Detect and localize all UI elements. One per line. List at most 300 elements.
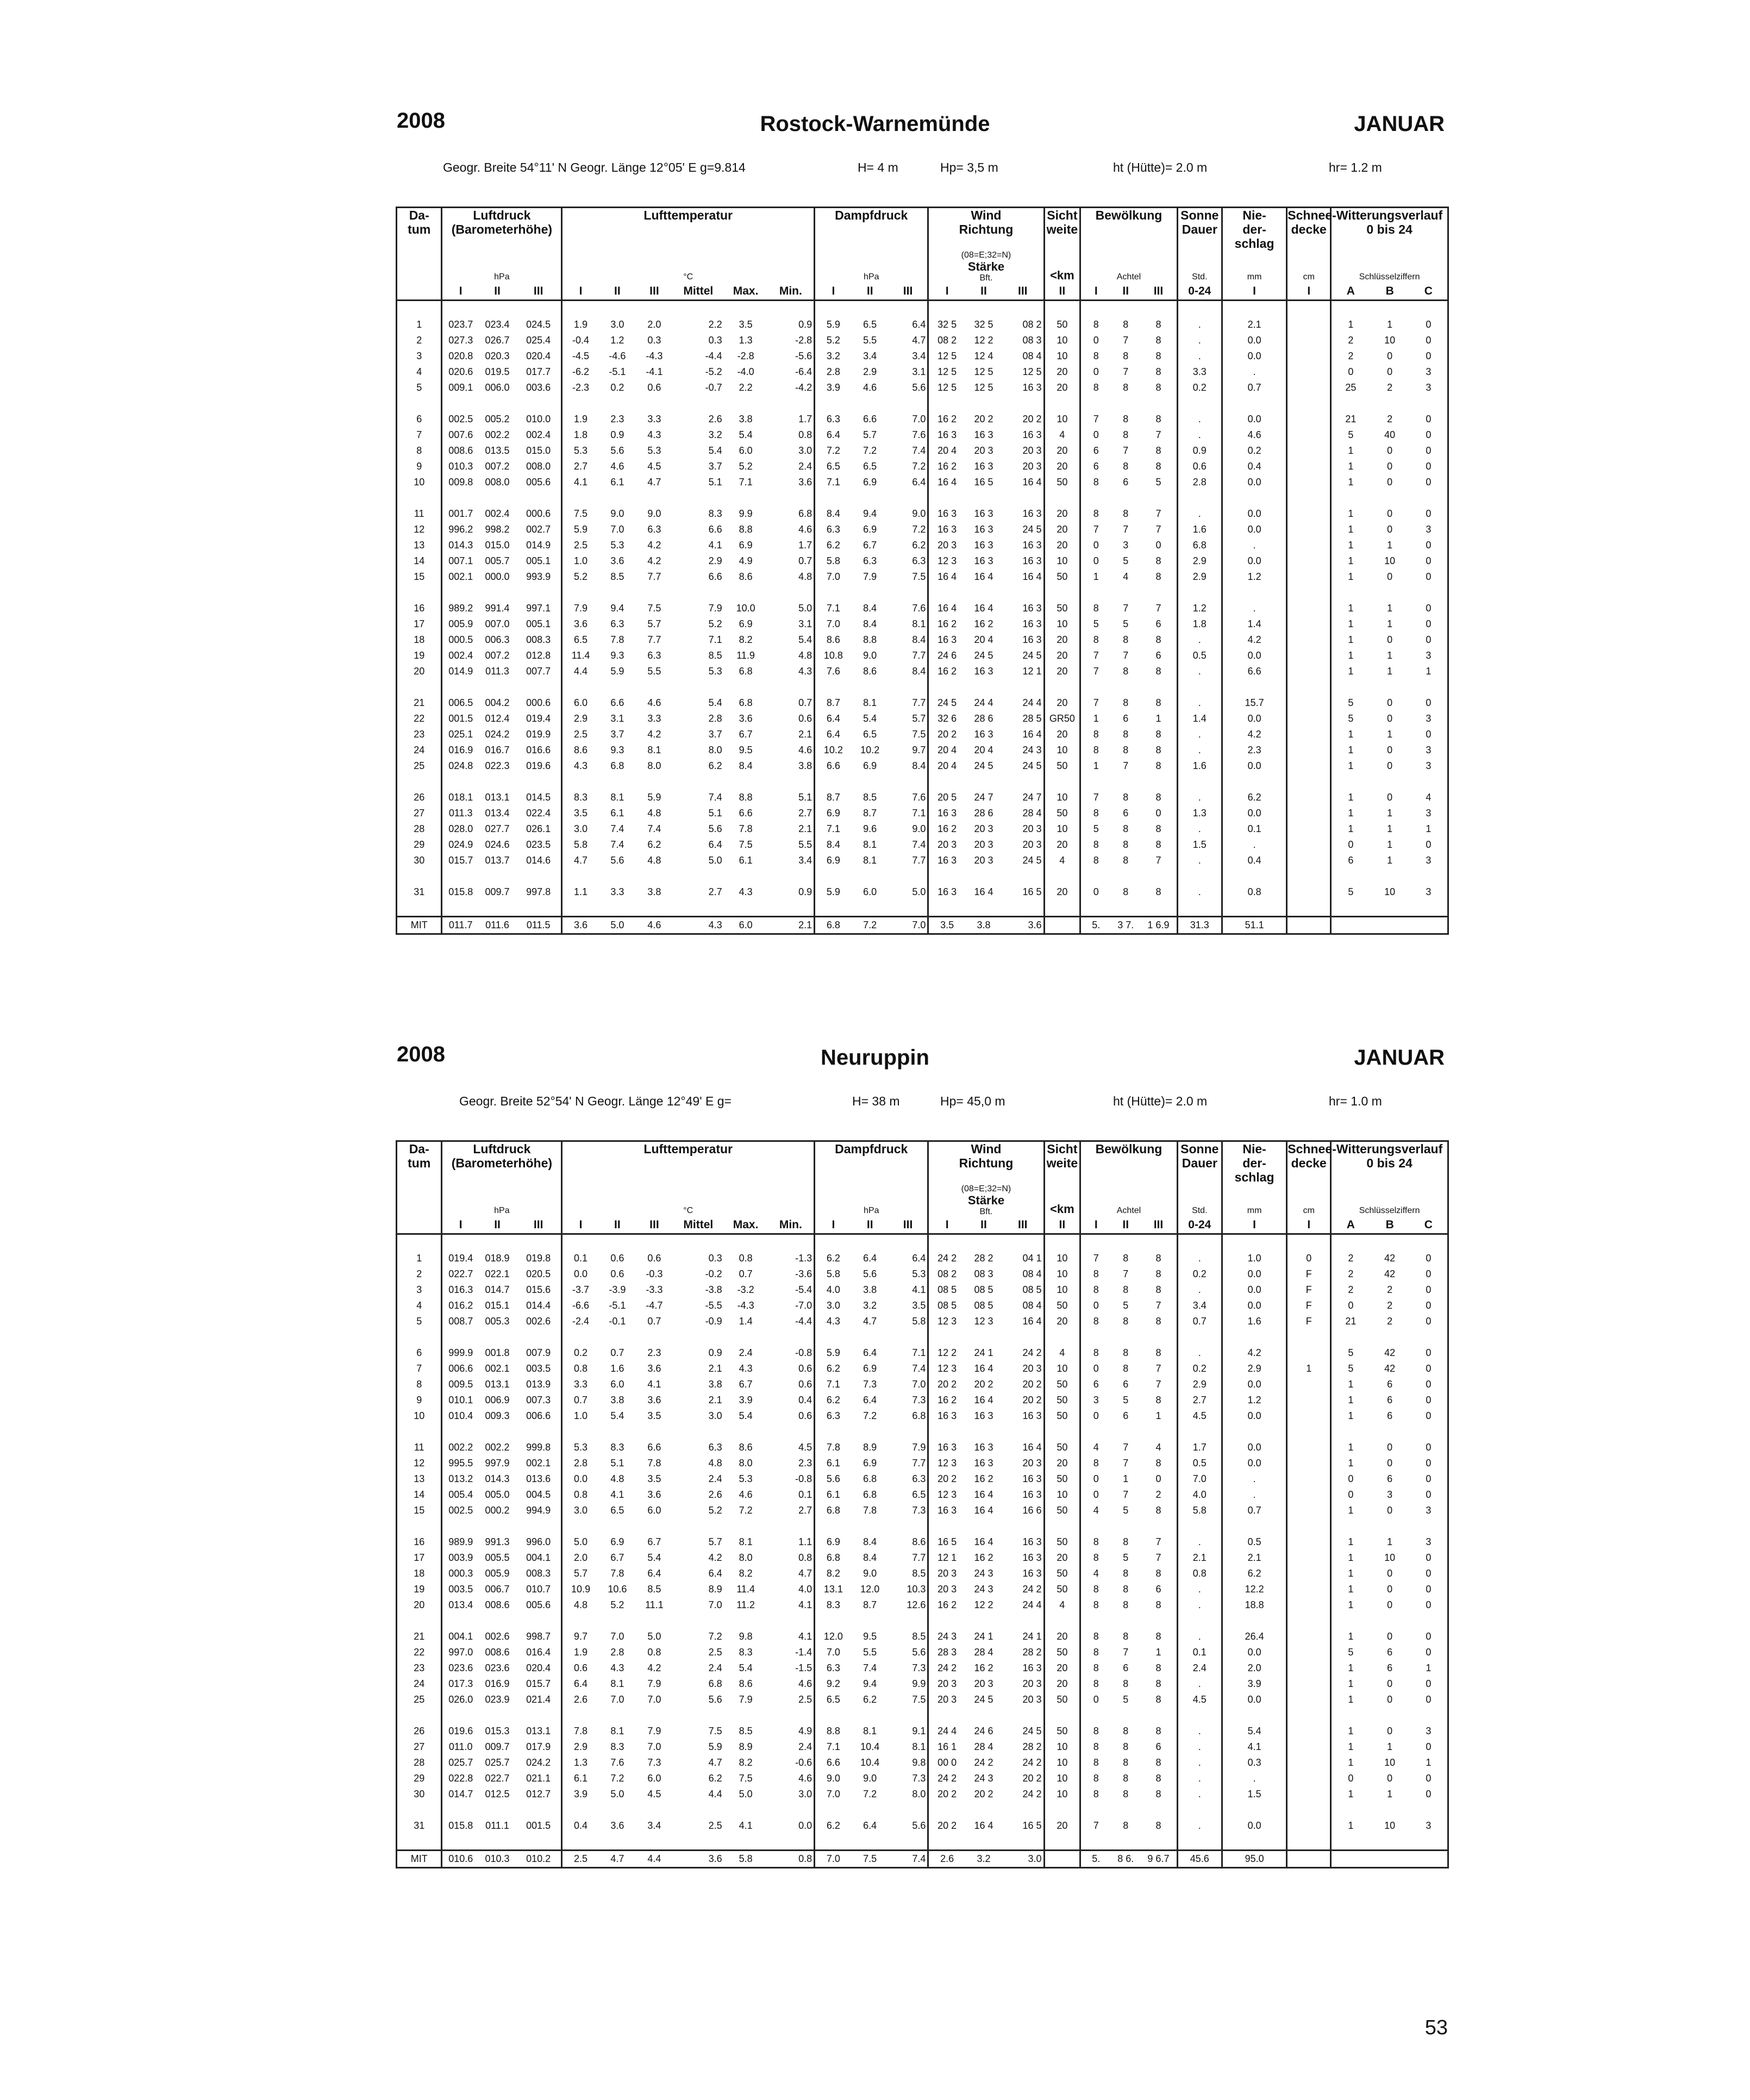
table-cell: 7.9 (562, 601, 599, 616)
table-cell: 4.7 (708, 1757, 722, 1768)
table-cell: . (1177, 664, 1222, 679)
table-cell: 8.2 (815, 1566, 852, 1582)
table-cell: 7.1 (815, 1377, 852, 1392)
table-cell: 003.5 (442, 1582, 479, 1597)
table-cell: 0.0 (1222, 506, 1286, 522)
table-cell: 8.8 (739, 524, 753, 535)
column-sublabel: Max. (724, 1217, 768, 1234)
table-cell: 2.0 (1222, 1660, 1286, 1676)
table-cell: 1 (1387, 1536, 1393, 1547)
table-cell: 0 (1426, 1410, 1432, 1421)
column-sublabel: Mittel (673, 1217, 724, 1234)
table-cell: 2.9 (863, 366, 877, 377)
table-cell: 7.6 (912, 792, 926, 803)
table-cell: 9.1 (912, 1726, 926, 1736)
table-cell: 7.5 (912, 1694, 926, 1705)
table-cell: 4.8 (562, 1597, 599, 1613)
table-cell: 6 (1387, 1473, 1393, 1484)
table-cell: 12.6 (907, 1599, 926, 1610)
table-cell: 7.0 (815, 569, 852, 585)
table-cell: 2.3 (1222, 742, 1286, 758)
table-cell: 20 2 (928, 1818, 965, 1834)
table-cell: 0 (1426, 1694, 1432, 1705)
table-cell: 004.5 (526, 1489, 551, 1500)
table-cell: 7.0 (610, 1694, 624, 1705)
table-cell: 0.7 (647, 1316, 661, 1327)
table-cell: 999.9 (442, 1345, 479, 1361)
table-cell (1287, 380, 1331, 396)
table-cell: 6.2 (815, 538, 852, 553)
table-cell: 1 (1331, 1629, 1370, 1645)
table-cell: 005.0 (485, 1489, 510, 1500)
table-cell: -3.2 (737, 1284, 754, 1295)
table-cell: 3.2 (863, 1300, 877, 1311)
table-cell: 7.9 (863, 571, 877, 582)
table-cell: 1 (1387, 666, 1393, 677)
table-cell: 2.8 (562, 1455, 599, 1471)
table-cell: 7.4 (708, 792, 722, 803)
table-cell: 26 (414, 1726, 425, 1736)
table-cell (1287, 632, 1331, 648)
table-cell: F (1287, 1266, 1331, 1282)
table-cell: 42 (1384, 1253, 1396, 1264)
table-cell: 1 (1426, 666, 1432, 677)
table-cell: 9.0 (863, 650, 877, 661)
table-cell: 0 (1387, 713, 1393, 724)
table-cell: 1 (1426, 823, 1432, 834)
table-cell: 0.0 (1222, 1455, 1286, 1471)
table-cell: 8.2 (739, 1568, 753, 1579)
table-cell: 7 (1123, 1647, 1129, 1658)
table-cell: 42 (1384, 1363, 1396, 1374)
table-cell: 8 (1123, 1253, 1129, 1264)
table-cell: 9.4 (610, 603, 624, 614)
table-cell: 007.1 (442, 553, 479, 569)
table-cell: 20 (1044, 1629, 1080, 1645)
table-cell: 7.1 (815, 821, 852, 837)
table-cell: 015.8 (442, 1818, 479, 1834)
table-cell: 5 (1080, 821, 1111, 837)
column-sublabel: III (636, 1217, 673, 1234)
table-cell: 11.2 (736, 1599, 755, 1610)
table-cell: -3.9 (609, 1284, 626, 1295)
table-cell: GR50 (1044, 711, 1080, 727)
table-cell: 16 4 (1022, 1442, 1042, 1453)
table-cell: 7.0 (912, 414, 926, 424)
table-cell: 8 (1123, 1536, 1129, 1547)
table-cell: 25 (414, 1694, 425, 1705)
table-cell (1287, 459, 1331, 474)
table-cell: 0.0 (798, 1820, 812, 1831)
table-cell: 006.7 (485, 1584, 510, 1595)
table-cell: 8 (1123, 839, 1129, 850)
mean-cell: 8 6. (1111, 1851, 1140, 1868)
mean-cell: 011.6 (479, 917, 516, 934)
table-cell: 8 (1080, 1314, 1111, 1329)
table-cell: 1.0 (562, 1408, 599, 1424)
table-cell: 5.8 (815, 553, 852, 569)
table-cell: 1.6 (1177, 758, 1222, 774)
header-unit-lufttemperatur (562, 251, 815, 283)
table-cell: 023.6 (442, 1660, 479, 1676)
table-cell: 022.7 (485, 1773, 510, 1784)
table-cell: 6.4 (863, 1347, 877, 1358)
table-cell: 013.9 (526, 1379, 551, 1390)
table-cell: 7.3 (912, 1773, 926, 1784)
table-cell: 3.9 (1222, 1676, 1286, 1692)
table-cell: . (1177, 411, 1222, 427)
table-cell: 16 2 (974, 1473, 993, 1484)
table-cell (1287, 1392, 1331, 1408)
table-cell: 0.3 (647, 335, 661, 346)
table-cell: 50 (1044, 1582, 1080, 1597)
table-cell: 24 2 (974, 1757, 993, 1768)
table-cell: 8.3 (562, 790, 599, 805)
table-cell: 10 (1044, 1739, 1080, 1755)
table-cell: 20 (1044, 380, 1080, 396)
table-cell: 8 (1080, 380, 1111, 396)
table-row (397, 1723, 1448, 1739)
table-cell: 16 4 (1022, 729, 1042, 740)
table-cell: 8.1 (610, 1678, 624, 1689)
column-sublabel: III (889, 283, 928, 301)
table-cell: 7.4 (647, 823, 661, 834)
table-cell: 23 (414, 1662, 425, 1673)
table-cell: 8 (1155, 1773, 1161, 1784)
table-cell: 7.0 (912, 1379, 926, 1390)
table-row (397, 569, 1448, 585)
table-cell: 00 0 (928, 1755, 965, 1771)
table-cell: 4.3 (562, 758, 599, 774)
table-cell: 12 3 (928, 553, 965, 569)
table-cell: 16 2 (928, 411, 965, 427)
table-cell: 020.5 (526, 1268, 551, 1279)
table-cell (1287, 853, 1331, 868)
header-dampfdruck: Dampfdruck (815, 1141, 928, 1185)
table-cell: 7.8 (647, 1458, 661, 1468)
table-cell: 3 (1080, 1392, 1111, 1408)
table-row (397, 853, 1448, 868)
table-cell: 11.4 (736, 1584, 755, 1595)
table-cell: 3 (1426, 1505, 1432, 1516)
table-cell: 8.6 (739, 1442, 753, 1453)
column-sublabel: I (562, 1217, 599, 1234)
table-cell: 4.3 (815, 1314, 852, 1329)
table-cell: 8 (416, 1379, 422, 1390)
table-cell: 8 (1123, 1789, 1129, 1799)
spacer-row (397, 1802, 1448, 1818)
table-cell: 3 (1426, 524, 1432, 535)
table-cell: 6.6 (863, 414, 877, 424)
table-cell: 8 (1080, 1629, 1111, 1645)
table-cell: 007.6 (442, 427, 479, 443)
table-cell: 013.5 (485, 445, 510, 456)
table-cell: 8.1 (863, 697, 877, 708)
table-cell: 10 (1044, 742, 1080, 758)
table-cell: 8 (1123, 429, 1129, 440)
table-cell: 7 (1080, 648, 1111, 664)
unit-label: °C (683, 272, 693, 282)
table-cell: 2.9 (562, 1739, 599, 1755)
table-cell: 5.4 (739, 429, 753, 440)
header-witterung: Witterungsverlauf 0 bis 24 (1331, 208, 1448, 251)
table-cell: 8 (1155, 697, 1161, 708)
table-cell: 016.9 (442, 742, 479, 758)
table-cell: 2 (1387, 414, 1393, 424)
table-cell: 2.1 (798, 729, 812, 740)
table-cell: 3.7 (708, 461, 722, 472)
station-height: H= 38 m (852, 1094, 900, 1108)
table-cell: 0.0 (1222, 348, 1286, 364)
table-cell: 16 4 (974, 603, 993, 614)
table-cell: 8 (1155, 729, 1161, 740)
table-cell: 1.7 (798, 414, 812, 424)
table-cell: 6.7 (739, 1379, 753, 1390)
table-cell: 5.8 (912, 1316, 926, 1327)
table-cell: 1 (1331, 742, 1370, 758)
table-cell: 16 3 (974, 429, 993, 440)
table-cell (1287, 1645, 1331, 1660)
table-cell: 5.4 (708, 445, 722, 456)
table-cell: 3.5 (647, 1410, 661, 1421)
table-cell: 0.0 (1222, 758, 1286, 774)
column-sublabel: I (1222, 283, 1286, 301)
table-cell: 7.8 (562, 1723, 599, 1739)
mean-cell: 5. (1080, 1851, 1111, 1868)
table-cell: 16 3 (928, 805, 965, 821)
column-sublabel: I (1080, 283, 1111, 301)
table-cell: 3.7 (708, 729, 722, 740)
table-cell: 16 4 (928, 569, 965, 585)
table-cell: 12 5 (974, 382, 993, 393)
unit-label: Achtel (1116, 1206, 1141, 1215)
table-cell: 7.0 (708, 1599, 722, 1610)
table-cell: 5.3 (562, 1440, 599, 1455)
table-cell: 1.9 (562, 1645, 599, 1660)
table-row (397, 380, 1448, 396)
table-cell: 007.9 (526, 1347, 551, 1358)
table-cell (1287, 664, 1331, 679)
table-cell: 2.1 (708, 1395, 722, 1405)
table-cell: 3.6 (610, 1820, 624, 1831)
column-sublabel: II (479, 283, 516, 301)
table-row (397, 1629, 1448, 1645)
table-cell: . (1222, 1487, 1286, 1503)
table-cell: 8 (1123, 1757, 1129, 1768)
table-cell: 997.1 (526, 603, 551, 614)
table-cell: 2.4 (1177, 1660, 1222, 1676)
table-cell: 4.7 (798, 1568, 812, 1579)
table-cell: 1 (1387, 618, 1393, 629)
weather-table (396, 1140, 1449, 1868)
table-cell: 0.8 (647, 1647, 661, 1658)
table-cell: 1.6 (1177, 522, 1222, 538)
table-cell: 028.0 (442, 821, 479, 837)
table-cell: 1 (1331, 1503, 1370, 1518)
table-cell: . (1177, 790, 1222, 805)
header-luftdruck: Luftdruck (Barometerhöhe) (442, 1141, 562, 1185)
table-cell: 7 (1123, 366, 1129, 377)
table-cell (1287, 1440, 1331, 1455)
header-unit-dampfdruck (815, 1184, 928, 1217)
table-cell: 3.0 (610, 319, 624, 330)
table-cell: 28 4 (1022, 808, 1042, 818)
table-cell: 020.3 (485, 351, 510, 361)
table-cell: 17 (414, 618, 425, 629)
table-cell: . (1222, 538, 1286, 553)
table-cell: 24 3 (974, 1584, 993, 1595)
table-cell: 6 (1080, 1377, 1111, 1392)
table-cell (1287, 348, 1331, 364)
table-cell: 0 (1387, 1599, 1393, 1610)
table-cell: 5.6 (912, 382, 926, 393)
table-cell: 8 (1155, 1395, 1161, 1405)
table-cell: 0 (1426, 1442, 1432, 1453)
table-cell: 016.9 (485, 1678, 510, 1689)
table-cell: 16 4 (1022, 571, 1042, 582)
table-cell: 015.0 (526, 445, 551, 456)
table-cell: 20 4 (928, 443, 965, 459)
table-cell: 2.7 (708, 886, 722, 897)
table-cell: 4 (1080, 1566, 1111, 1582)
mean-cell: 3.2 (965, 1851, 1002, 1868)
table-cell: 0.6 (798, 713, 812, 724)
header-datum: Da- tum (408, 208, 431, 236)
mean-cell: 31.3 (1177, 917, 1222, 934)
table-cell: 9.0 (912, 508, 926, 519)
table-cell: 22 (414, 1647, 425, 1658)
table-cell: 6 (1387, 1395, 1393, 1405)
table-cell: . (1177, 821, 1222, 837)
table-cell: 6 (1387, 1647, 1393, 1658)
table-cell: 8 (1155, 792, 1161, 803)
table-cell: 0 (1387, 351, 1393, 361)
table-cell (1287, 1676, 1331, 1692)
table-cell: 08 3 (974, 1268, 993, 1279)
table-cell: 14 (414, 555, 425, 566)
table-cell: 2.9 (1177, 553, 1222, 569)
table-cell: 1.2 (1177, 601, 1222, 616)
table-cell: . (1177, 1597, 1222, 1613)
table-cell: 20 4 (974, 634, 993, 645)
table-cell: 6.9 (815, 805, 852, 821)
table-cell: 4 (416, 1300, 422, 1311)
table-cell: 0 (1426, 1741, 1432, 1752)
table-cell: 24 5 (974, 760, 993, 771)
table-cell: 9.3 (610, 745, 624, 755)
table-cell: 6 (1080, 459, 1111, 474)
table-cell: 1 (1331, 538, 1370, 553)
table-cell (1287, 1739, 1331, 1755)
table-cell: 4.7 (647, 477, 661, 488)
table-cell: 13 (414, 540, 425, 551)
table-cell: 021.1 (526, 1773, 551, 1784)
table-cell: 8 (1155, 461, 1161, 472)
table-cell: 4.7 (912, 335, 926, 346)
wind-bft-label: Bft. (979, 1207, 993, 1216)
table-cell: 6.8 (912, 1410, 926, 1421)
table-cell: 9.5 (863, 1631, 877, 1642)
table-cell: 8 (1123, 729, 1129, 740)
table-cell: 016.3 (442, 1282, 479, 1298)
table-cell: 12 2 (974, 335, 993, 346)
barometer-height: Hp= 3,5 m (940, 160, 998, 174)
table-cell: 2.7 (562, 459, 599, 474)
table-cell: 007.7 (526, 666, 551, 677)
table-cell: 16 3 (1022, 634, 1042, 645)
table-cell: 6 (1123, 1662, 1129, 1673)
table-cell: 9.7 (562, 1629, 599, 1645)
table-cell: 3.0 (798, 1789, 812, 1799)
column-sublabel: I (1287, 283, 1331, 301)
table-cell: 8.3 (815, 1597, 852, 1613)
table-cell: 16 3 (974, 524, 993, 535)
table-cell: 20 2 (928, 1471, 965, 1487)
table-cell: 5.4 (610, 1410, 624, 1421)
table-cell: 6 (1123, 1410, 1129, 1421)
table-cell: 16 3 (928, 522, 965, 538)
table-cell: 3.0 (562, 1503, 599, 1518)
table-cell: 5.3 (647, 445, 661, 456)
mean-cell: 9 6.7 (1140, 1851, 1177, 1868)
table-cell: 6.2 (815, 1818, 852, 1834)
table-cell: 8.1 (610, 792, 624, 803)
table-cell: 20 3 (1022, 461, 1042, 472)
table-cell: 10 (1044, 1251, 1080, 1266)
table-cell: 1 (1387, 823, 1393, 834)
table-cell: 08 5 (928, 1282, 965, 1298)
table-cell: -6.2 (562, 364, 599, 380)
table-cell: 12 5 (1022, 366, 1042, 377)
table-cell: 8 (1080, 853, 1111, 868)
mean-cell: 7.0 (889, 917, 928, 934)
table-cell: 16 4 (974, 1820, 993, 1831)
table-cell: 0 (1287, 1251, 1331, 1266)
table-cell: 4 (1155, 1442, 1161, 1453)
table-cell: 20 (1044, 695, 1080, 711)
table-cell: 4 (1044, 1345, 1080, 1361)
table-cell: 7 (1080, 411, 1111, 427)
table-cell: 24 5 (974, 650, 993, 661)
table-cell: 8 (1123, 1741, 1129, 1752)
table-cell: 20 (1044, 1818, 1080, 1834)
table-cell: 16 3 (974, 666, 993, 677)
table-cell: 5.2 (739, 461, 753, 472)
table-cell: 4.1 (708, 540, 722, 551)
table-cell: 013.4 (485, 808, 510, 818)
table-cell: 8.9 (708, 1584, 722, 1595)
table-cell: 0 (1426, 1473, 1432, 1484)
table-cell: 16 3 (1022, 1662, 1042, 1673)
table-cell: 6.7 (739, 729, 753, 740)
table-cell: 6.2 (815, 1392, 852, 1408)
table-cell: 16 3 (928, 427, 965, 443)
column-sublabel: II (965, 1217, 1002, 1234)
wind-direction-note: (08=E;32=N) (961, 251, 1011, 260)
table-cell: 3.0 (798, 445, 812, 456)
header-unit-sonne (1177, 1184, 1222, 1217)
table-row (397, 632, 1448, 648)
table-cell: 8 (1155, 1284, 1161, 1295)
table-cell: 13 (414, 1473, 425, 1484)
mean-cell: 6.0 (724, 917, 768, 934)
column-sublabel: III (516, 283, 562, 301)
table-cell: 8 (1123, 1316, 1129, 1327)
mean-cell: 2.5 (562, 1851, 599, 1868)
table-cell: 08 3 (1022, 335, 1042, 346)
table-cell: 6 (1387, 1662, 1393, 1673)
table-cell: 4.6 (798, 1678, 812, 1689)
